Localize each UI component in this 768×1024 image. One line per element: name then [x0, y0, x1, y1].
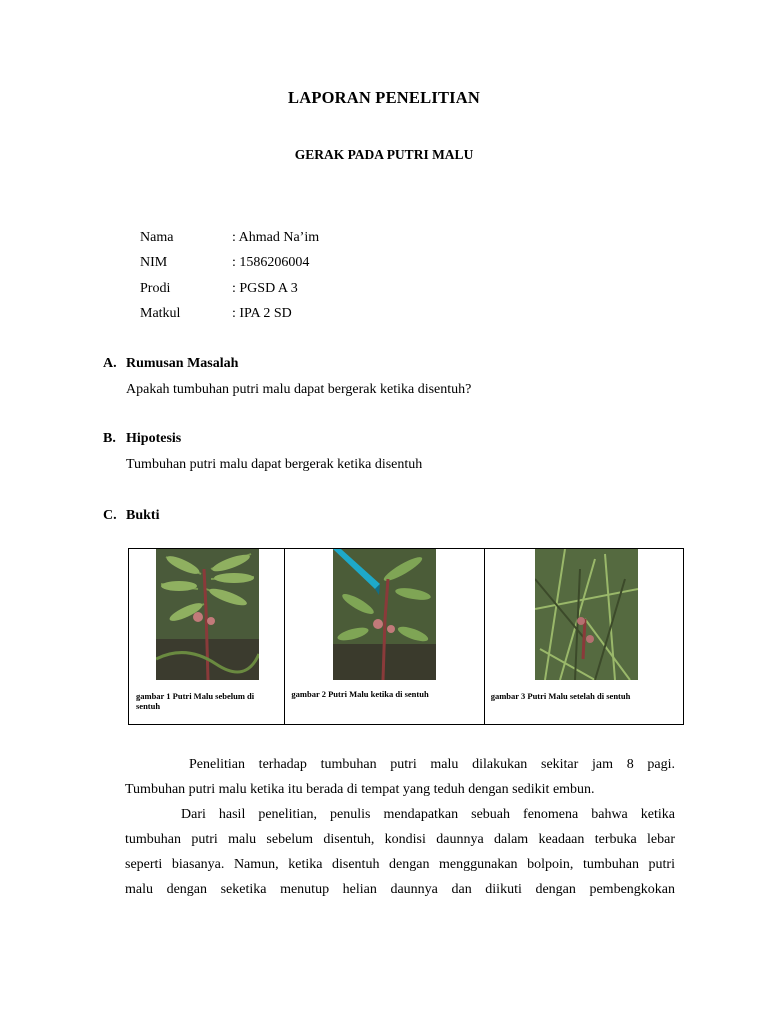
info-row-nama: [140, 230, 319, 250]
info-key: Prodi: [140, 281, 171, 296]
paragraph-line: Tumbuhan putri malu ketika itu berada di tempat yang teduh dengan sedikit embun.: [125, 782, 595, 797]
info-row-prodi: [140, 281, 298, 301]
section-title: Rumusan Masalah: [126, 356, 239, 371]
section-title: Bukti: [126, 508, 160, 523]
evidence-cell-1: [129, 549, 285, 725]
document-subtitle: GERAK PADA PUTRI MALU: [294, 147, 474, 162]
section-letter: B.: [103, 431, 116, 446]
section-heading-rumusan: [103, 356, 238, 372]
paragraph-line: Penelitian terhadap tumbuhan putri malu dilakukan sekitar jam 8 pagi.: [189, 757, 675, 772]
info-key: Nama: [140, 230, 174, 245]
info-row-nim: [140, 255, 309, 275]
info-value: : Ahmad Na’im: [232, 230, 320, 245]
evidence-table: [128, 548, 684, 725]
info-value: : IPA 2 SD: [232, 306, 292, 321]
body-paragraph-2: [125, 802, 675, 902]
photo-mimosa-after: [535, 549, 638, 680]
paragraph-line: seperti biasanya. Namun, ketika disentuh dengan menggunakan bolpoin, tumbuhan putri: [125, 857, 675, 872]
paragraph-line: tumbuhan putri malu sebelum disentuh, kondisi daunnya dalam keadaan terbuka lebar: [125, 832, 675, 847]
section-body-hipotesis: Tumbuhan putri malu dapat bergerak ketika disentuh: [126, 457, 423, 472]
body-paragraph-1: [125, 752, 675, 802]
info-row-matkul: [140, 306, 292, 326]
section-heading-hipotesis: [103, 431, 181, 447]
section-letter: C.: [103, 508, 117, 523]
photo-caption: gambar 2 Putri Malu ketika di sentuh: [291, 689, 429, 699]
photo-caption: gambar 3 Putri Malu setelah di sentuh: [490, 691, 631, 701]
evidence-cell-2: [285, 549, 484, 725]
info-value: : 1586206004: [232, 255, 310, 270]
photo-mimosa-touched: [333, 549, 436, 680]
document-title: LAPORAN PENELITIAN: [288, 88, 480, 107]
info-key: Matkul: [140, 306, 181, 321]
photo-mimosa-before: [156, 549, 259, 680]
section-title: Hipotesis: [126, 431, 182, 446]
evidence-cell-3: [484, 549, 683, 725]
paragraph-line: Dari hasil penelitian, penulis mendapatkan sebuah fenomena bahwa ketika: [181, 807, 675, 822]
info-key: NIM: [140, 255, 168, 270]
section-body-rumusan: Apakah tumbuhan putri malu dapat bergerak ketika disentuh?: [126, 382, 472, 397]
info-value: : PGSD A 3: [232, 281, 298, 296]
photo-caption: gambar 1 Putri Malu sebelum di sentuh: [136, 691, 255, 711]
section-heading-bukti: [103, 508, 159, 524]
section-letter: A.: [103, 356, 117, 371]
paragraph-line: malu dengan seketika menutup helian daunnya dan diikuti dengan pembengkokan: [125, 882, 675, 897]
